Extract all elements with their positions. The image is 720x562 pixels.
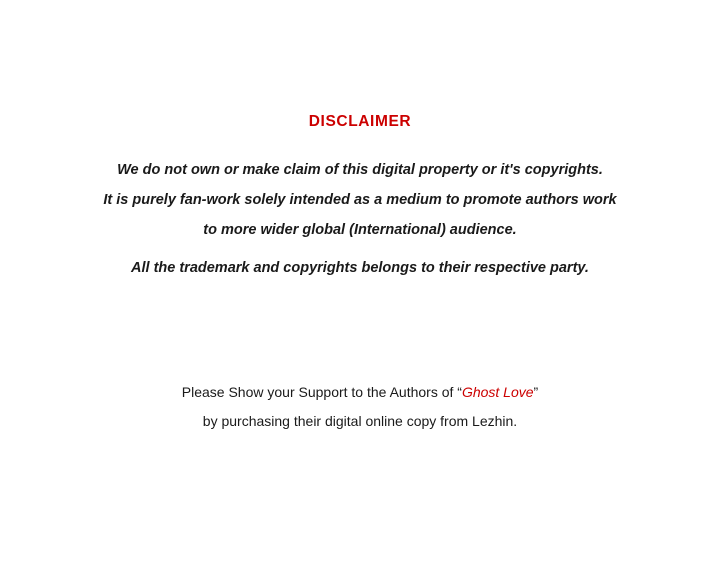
support-prefix: Please Show your Support to the Authors of “: [181, 384, 462, 400]
disclaimer-line: to more wider global (International) audience.: [203, 222, 517, 238]
disclaimer-line: We do not own or make claim of this digital property or it's copyrights.: [117, 162, 603, 178]
work-title: Ghost Love: [461, 384, 534, 400]
disclaimer-text-block: [0, 155, 720, 283]
disclaimer-line: All the trademark and copyrights belongs to their respective party.: [131, 260, 589, 276]
support-suffix: ”: [533, 384, 539, 400]
support-text-block: [0, 378, 720, 436]
support-line-two: by purchasing their digital online copy from Lezhin.: [202, 413, 518, 429]
page-title: DISCLAIMER: [308, 113, 412, 130]
support-line-one: [0, 378, 720, 407]
disclaimer-line: It is purely fan-work solely intended as a medium to promote authors work: [103, 192, 617, 208]
